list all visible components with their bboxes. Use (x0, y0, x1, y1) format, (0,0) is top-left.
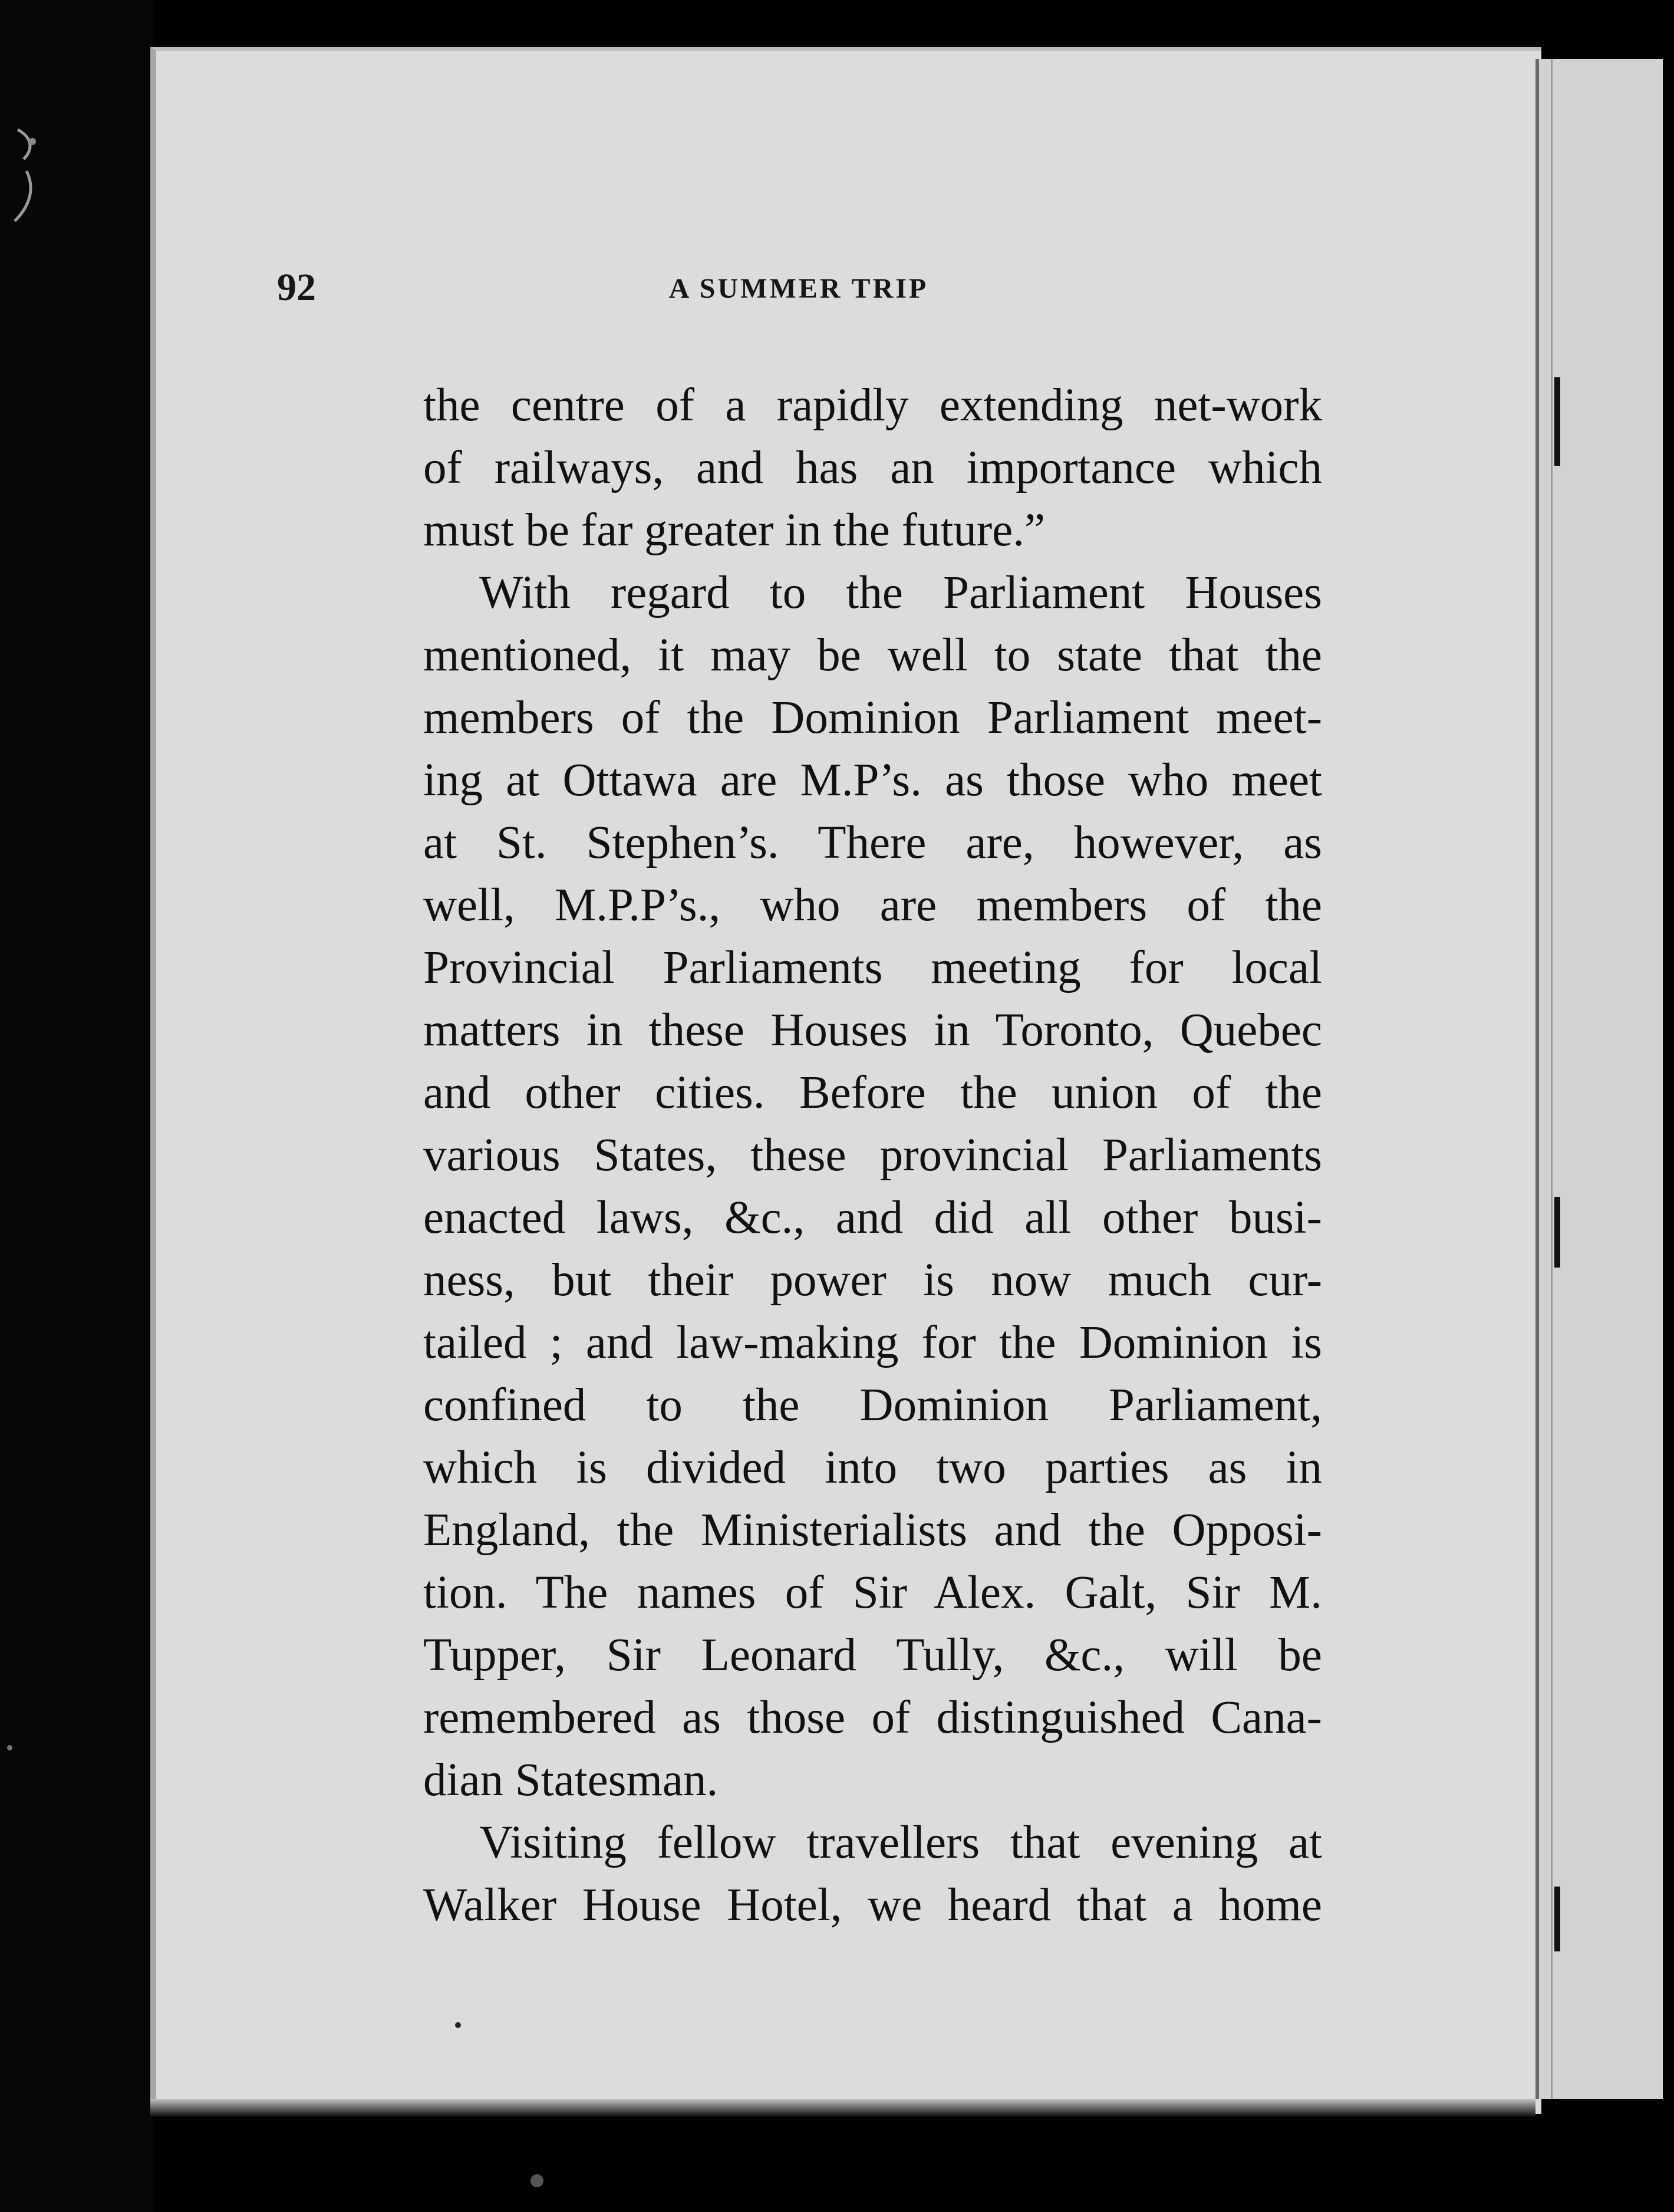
text-line: which is divided into two parties as in (423, 1442, 1322, 1493)
text-line: various States, these provincial Parliaments (423, 1130, 1322, 1181)
speck (455, 2022, 461, 2028)
text-line: of railways, and has an importance which (423, 442, 1322, 493)
text-line: at St. Stephen’s. There are, however, as (423, 817, 1322, 868)
text-line: Tupper, Sir Leonard Tully, &c., will be (423, 1630, 1322, 1681)
text-line: enacted laws, &c., and did all other busi- (423, 1192, 1322, 1243)
speck (7, 1745, 12, 1750)
facing-page-edge (1535, 59, 1663, 2099)
text-line: Provincial Parliaments meeting for local (423, 942, 1322, 993)
text-line: members of the Dominion Parliament meet- (423, 692, 1322, 743)
text-line: remembered as those of distinguished Cana- (423, 1692, 1322, 1743)
body-text (423, 374, 1322, 1937)
speck (530, 2174, 543, 2187)
text-line: With regard to the Parliament Houses (479, 567, 1322, 618)
running-title: A SUMMER TRIP (668, 273, 929, 304)
text-line: tion. The names of Sir Alex. Galt, Sir M. (423, 1567, 1322, 1618)
text-line: mentioned, it may be well to state that the (423, 630, 1322, 681)
text-line: and other cities. Before the union of the (423, 1067, 1322, 1118)
text-line: ing at Ottawa are M.P’s. as those who meet (423, 755, 1322, 806)
text-line: ness, but their power is now much cur- (423, 1255, 1322, 1306)
text-line: England, the Ministerialists and the Opposi- (423, 1505, 1322, 1556)
margin-smudge-icon (6, 118, 47, 236)
page-bottom-shadow (150, 2099, 1535, 2116)
facing-page-mark (1554, 1887, 1560, 1951)
page-header (277, 265, 1320, 312)
page-number: 92 (277, 266, 316, 309)
text-line: Walker House Hotel, we heard that a home (423, 1879, 1322, 1931)
facing-page-rule (1551, 59, 1553, 2099)
text-line: matters in these Houses in Toronto, Quebec (423, 1005, 1322, 1056)
text-line: Visiting fellow travellers that evening at (479, 1817, 1322, 1868)
facing-page-mark (1554, 1197, 1560, 1268)
text-line: well, M.P.P’s., who are members of the (423, 880, 1322, 931)
text-line: the centre of a rapidly extending net-work (423, 380, 1322, 431)
text-line: dian Statesman. (423, 1755, 719, 1806)
text-line: confined to the Dominion Parliament, (423, 1380, 1322, 1431)
text-line: must be far greater in the future.” (423, 505, 1046, 556)
book-cover-edge (0, 0, 153, 2212)
text-line: tailed ; and law-making for the Dominion is (423, 1317, 1322, 1368)
facing-page-mark (1554, 377, 1560, 466)
